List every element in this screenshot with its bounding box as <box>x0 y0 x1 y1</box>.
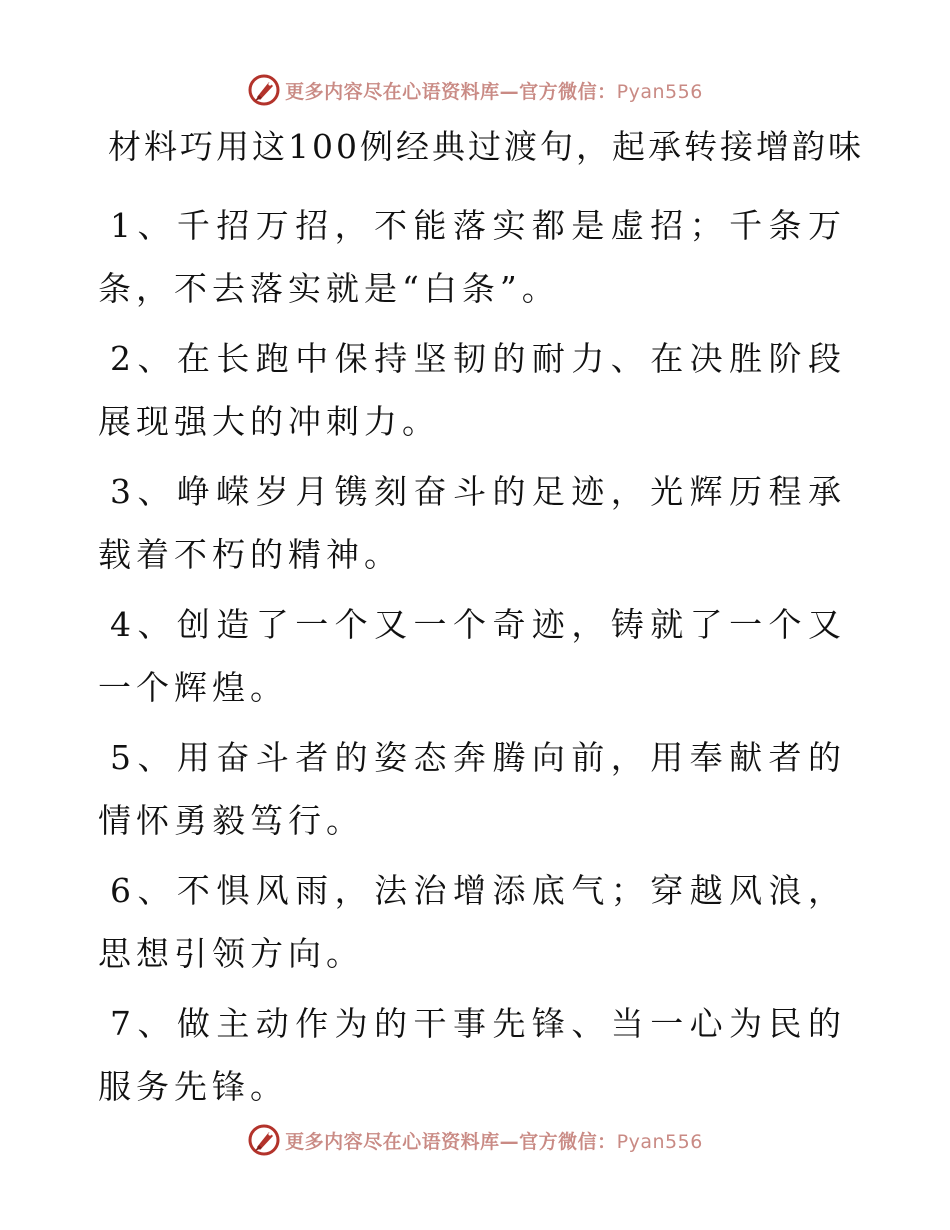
list-item: 5、用奋斗者的姿态奔腾向前，用奉献者的情怀勇毅笃行。 <box>98 738 846 840</box>
list-item: 6、不惧风雨，法治增添底气；穿越风浪，思想引领方向。 <box>98 871 846 973</box>
footer-watermark <box>0 1120 950 1160</box>
document-title: 材料巧用这100例经典过渡句，起承转接增韵味 <box>108 127 864 166</box>
watermark-wechat-id: Pyan556 <box>616 80 703 103</box>
watermark-wechat-id: Pyan556 <box>616 1130 703 1153</box>
watermark-text: 更多内容尽在心语资料库—官方微信： <box>285 1130 617 1153</box>
header-watermark <box>0 70 950 110</box>
list-item: 1、千招万招，不能落实都是虚招；千条万条，不去落实就是“白条”。 <box>98 206 846 308</box>
pen-nib-logo-icon <box>247 73 281 107</box>
list-item: 7、做主动作为的干事先锋、当一心为民的服务先锋。 <box>98 1004 846 1106</box>
list-item: 3、峥嵘岁月镌刻奋斗的足迹，光辉历程承载着不朽的精神。 <box>98 472 846 574</box>
watermark-text: 更多内容尽在心语资料库—官方微信： <box>285 80 617 103</box>
list-item: 4、创造了一个又一个奇迹，铸就了一个又一个辉煌。 <box>98 605 846 707</box>
pen-nib-logo-icon <box>247 1123 281 1157</box>
document-body <box>98 194 846 1125</box>
list-item: 2、在长跑中保持坚韧的耐力、在决胜阶段展现强大的冲刺力。 <box>98 339 846 441</box>
